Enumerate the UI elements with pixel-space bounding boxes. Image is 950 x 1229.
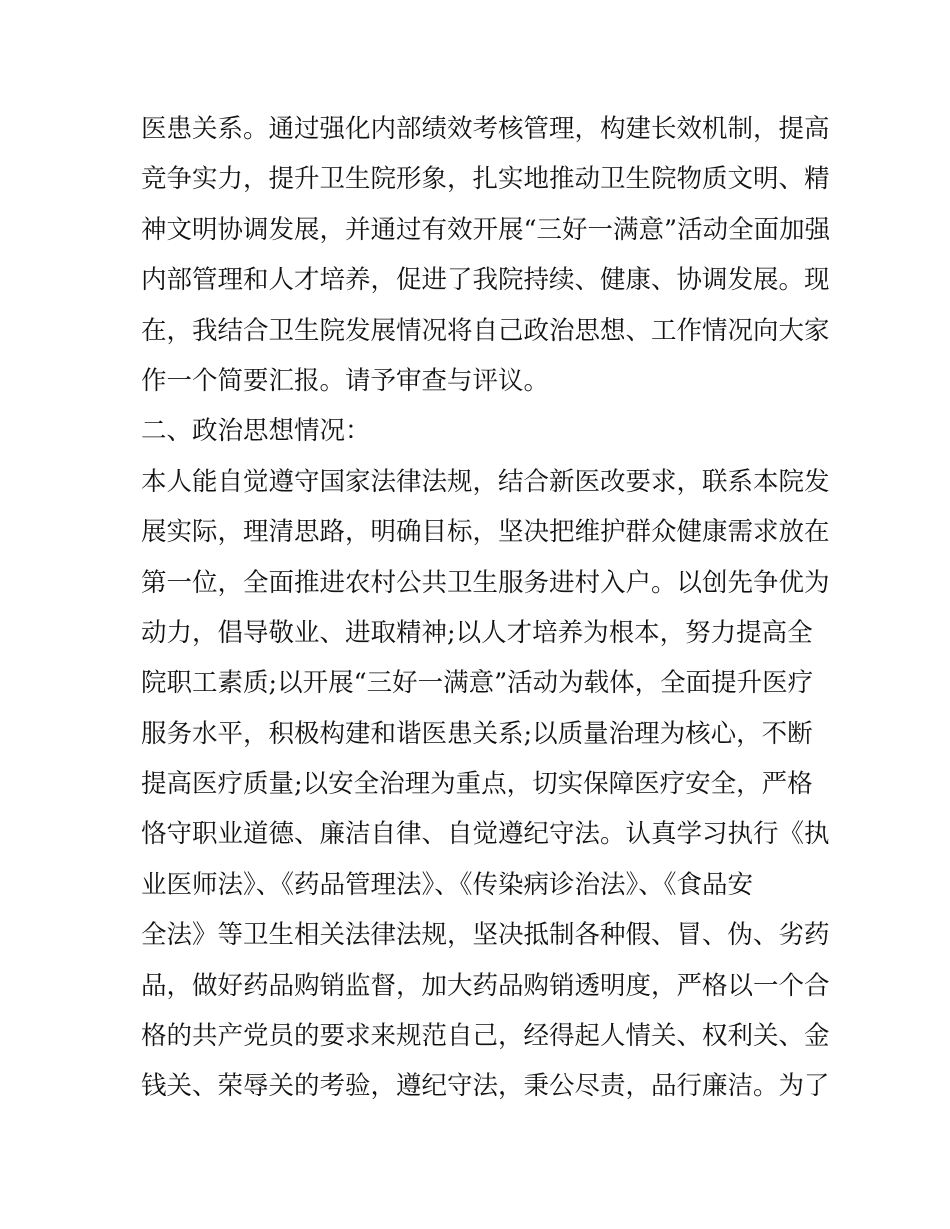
text-line: 竞争实力，提升卫生院形象，扎实地推动卫生院物质文明、精: [141, 164, 830, 195]
text-line: 服务水平，积极构建和谐医患关系;以质量治理为核心，不断: [141, 718, 813, 749]
body-text: [141, 104, 831, 1112]
text-line: 品，做好药品购销监督，加大药品购销透明度，严格以一个合: [141, 970, 830, 1001]
text-line: 第一位，全面推进农村公共卫生服务进村入户。以创先争优为: [141, 567, 830, 598]
text-line: 本人能自觉遵守国家法律法规，结合新医改要求，联系本院发: [141, 466, 830, 497]
text-line: 医患关系。通过强化内部绩效考核管理，构建长效机制，提高: [141, 114, 830, 144]
text-line: 钱关、荣辱关的考验，遵纪守法，秉公尽责，品行廉洁。为了: [141, 1071, 830, 1102]
text-line: 内部管理和人才培养，促进了我院持续、健康、协调发展。现: [141, 265, 830, 296]
text-line: 恪守职业道德、廉洁自律、自觉遵纪守法。认真学习执行《执: [141, 819, 830, 850]
text-line: 提高医疗质量;以安全治理为重点，切实保障医疗安全，严格: [141, 769, 813, 800]
text-line: 全法》等卫生相关法律法规，坚决抵制各种假、冒、伪、劣药: [141, 920, 830, 951]
text-line: 在，我结合卫生院发展情况将自己政治思想、工作情况向大家: [141, 315, 830, 346]
text-line: 院职工素质;以开展“三好一满意”活动为载体，全面提升医疗: [141, 668, 814, 699]
text-line: 格的共产党员的要求来规范自己，经得起人情关、权利关、金: [141, 1021, 830, 1052]
text-line: 作一个简要汇报。请予审查与评议。: [141, 365, 550, 396]
text-line: 展实际，理清思路，明确目标，坚决把维护群众健康需求放在: [141, 517, 830, 548]
text-line: 业医师法》、《药品管理法》、《传染病诊治法》、《食品安: [141, 869, 754, 900]
text-line: 神文明协调发展，并通过有效开展“三好一满意”活动全面加强: [141, 214, 831, 245]
section-heading: 二、政治思想情况：: [141, 416, 371, 447]
text-line: 动力，倡导敬业、进取精神;以人才培养为根本，努力提高全: [141, 617, 813, 648]
